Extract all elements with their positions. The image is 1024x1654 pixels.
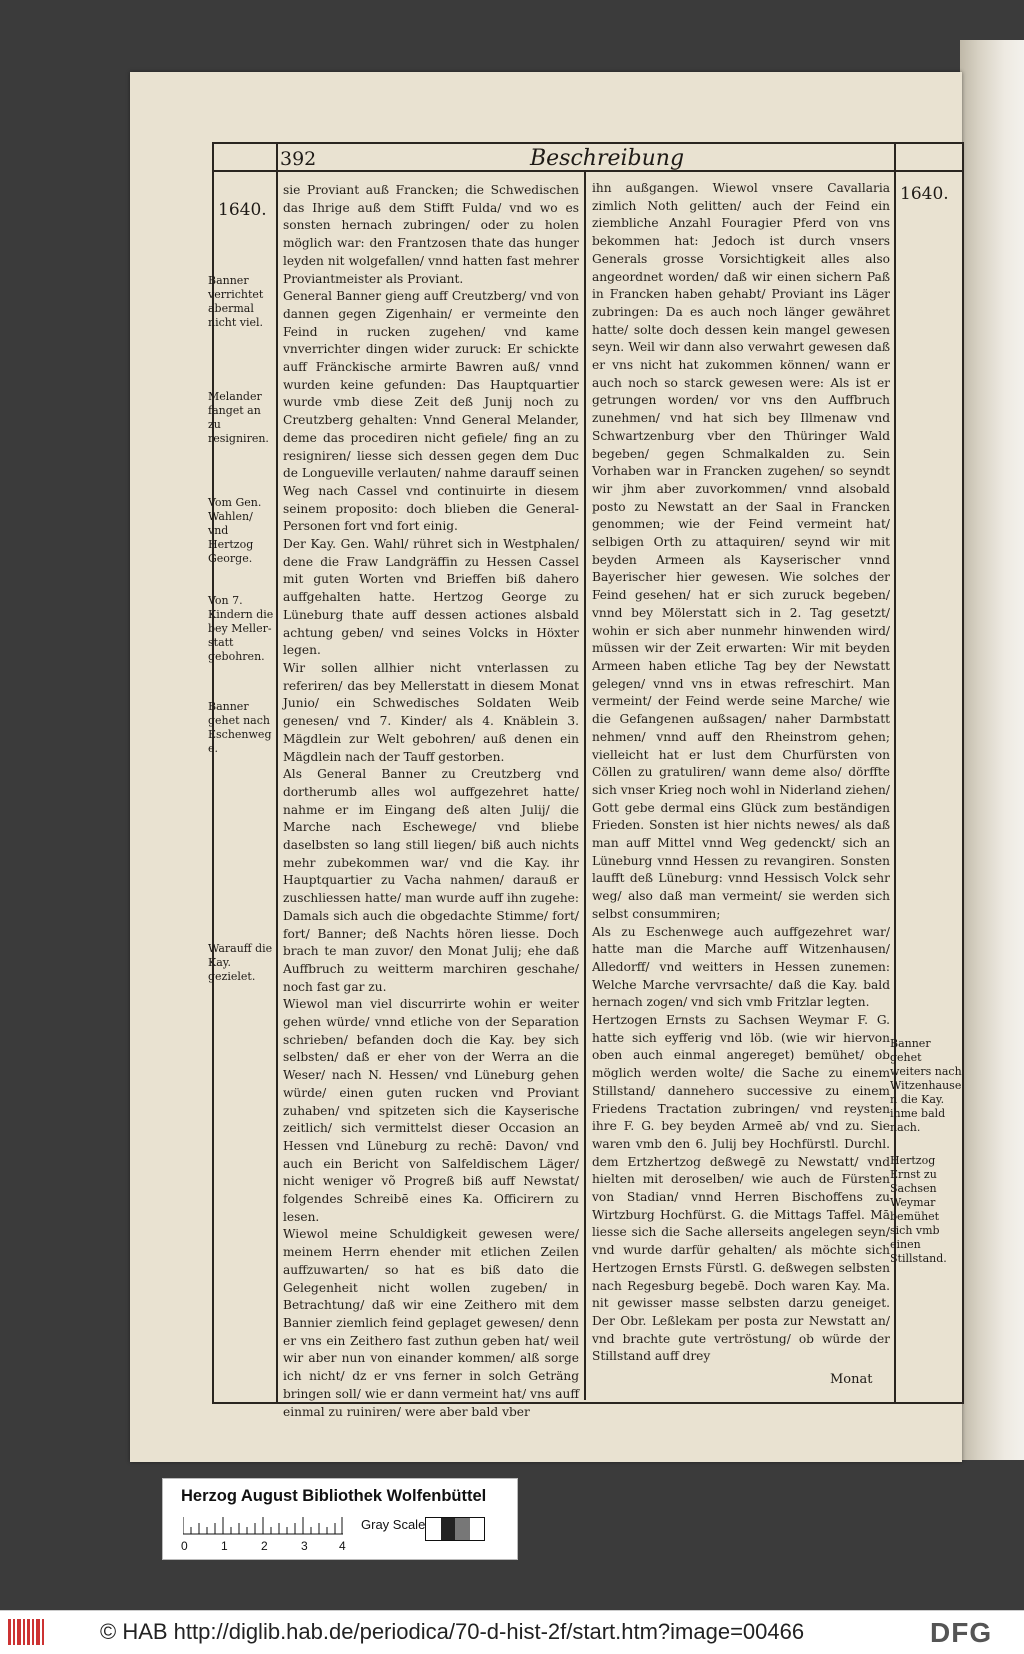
paragraph: Wir sollen allhier nicht vnterlassen zu referiren/ das bey Mellerstatt in diesem Monat Junio/ ein Schwedisches Soldaten Weib genesen/ vnd 7. Kinder/ als 4. Knäblein 3. Mägdlein zur Welt gebohren/ auß denen ein Mägdlein nach der Tauff gestorben.	[283, 660, 579, 764]
year-left: 1640.	[218, 200, 267, 220]
paragraph: Wiewol man viel discurrirte wohin er weiter gehen würde/ vnnd etliche von der Separation schrieben/ befanden doch die Kay. bey sich selbsten/ daß er eher von der Werra an die Weser/ nach N. Hessen/ vnd Lüneburg gehen würde/ einen guten rucken vnd Proviant zuhaben/ vnd spitzeten sich die Kayserische zeitlich/ sich vermittelst dieser Occasion an Hessen vnd Lüneburg zu rechē: Davon/ vnd auch ein Bericht von Salfeldischem Läger/ nicht weniger võ Progreß biß auff Newstat/ folgendes Schreibē eines Ka. Officirern zu lesen.	[283, 997, 579, 1224]
ruler-label: 0	[181, 1539, 188, 1553]
library-name: Herzog August Bibliothek Wolfenbüttel	[181, 1487, 487, 1505]
book-page	[130, 72, 962, 1462]
paragraph: Der Kay. Gen. Wahl/ rühret sich in Westphalen/ dene die Fraw Landgräffin zu Hessen Cassel mit guten Worten vnd Brieffen biß dahero auffgehalten hatte. Hertzog George zu Lüneburg thate auff dessen actiones alsbald achtung geben/ vnd seines Volcks in Höxter legen.	[283, 537, 579, 658]
text-column-left	[283, 182, 579, 1421]
margin-note-left: Vom Gen. Wahlen/ vnd Hertzog George.	[208, 496, 262, 565]
margin-note-left: Banner gehet nach Eschenwege.	[208, 700, 272, 755]
footer-link[interactable]: © HAB http://diglib.hab.de/periodica/70-d-hist-2f/start.htm?image=00466	[100, 1619, 805, 1644]
ruler-label: 1	[221, 1539, 228, 1553]
dfg-logo: DFG	[930, 1617, 993, 1648]
year-right: 1640.	[900, 184, 949, 204]
paragraph: General Banner gieng auff Creutzberg/ vnd von dannen gegen Zigenhain/ er vermeinte den Feind in rucken zugehen/ vnd kame vnverrichter dingen wider zuruck: Er schickte auff Fränckische armirte Bawren auß/ vnnd wurden keine gefunden: Das Hauptquartier wurde vmb diese Zeit deß Junij noch zu Creutzberg gehalten: Vnnd General Melander, deme das procediren nicht gefiele/ fing an zu resigniren/ liesse sich dessen gegen dem Duc de Longueville verlauten/ nahme darauff seinen Weg nach Cassel vnd continuirte in diesem seinem proposito: doch blieben die General-Personen fort vnd fort einig.	[283, 289, 579, 534]
ruler-label: 3	[301, 1539, 308, 1553]
text-column-right	[592, 180, 890, 1366]
paragraph: ihn außgangen. Wiewol vnsere Cavallaria zimlich Noth gelitten/ auch der Feind ein ziembliche Anzahl Fouragier Pferd von vns bekommen hat: Jedoch ist durch vnsers Generals grosse Vorsichtigkeit alles also angeordnet worden/ daß wir einen sichern Paß in Francken haben gehabt/ Proviant ins Läger zubringen: Da es auch noch länger gewähret hatte/ solte doch dessen kein mangel gewesen seyn. Weil wir dann also verwahrt gewesen daß er vns nicht hat zukommen können/ wann er auch noch so starck gewesen were: Als ist er getrungen worden/ vor vns den Auffbruch zunehmen/ vnd hat sich bey Illmenaw vnd Schwartzenburg vber den Thüringer Wald begeben/ gegen Schmalkalden zu. Sein Vorhaben war in Francken zugehen/ so seyndt wir jhm aber zuvorkommen/ vnnd alsobald posto zu Newstatt an der Saal in Francken genommen; wie der Feind vermeint hat/ selbigen Orth zu attaquiren/ seynd wir mit beyden Armeen als Kayserischer vnnd Bayerischer hier gewesen. Wie solches der Feind gesehen/ hat er sich zuruck begeben/ vnnd bey Mölerstatt sich in 2. Tag gesetzt/ wohin er sich aber nunmehr hinwenden wird/ müssen wir der Zeit erwarten: Wir mit beyden Armeen haben etliche Tag bey der Newstatt gelegen/ vnnd vns in etwas refreschirt. Man vermeint/ der Feind werde seine Marche/ wie die Gefangenen außsagen/ naher Darmbstatt nehmen/ vnnd auff den Rheinstrom gehen; vielleicht hat er lust dem Churfürsten von Cöllen zu gratuliren/ wann deme also/ dörffte sich vnser Krieg noch wohl in Niderland ziehen/ Gott gebe dermal eins Glück zum beständigen Frieden. Sonsten ist hier nichts newes/ als daß man auff Mittel vnnd Weg gedenckt/ sich an Lüneburg vnnd Hessen zu revangiren. Sonsten laufft deß Lüneburg: vnnd Hessisch Volck sehr weg/ also daß man vermeint/ sie werden sich selbst consummiren;	[592, 181, 890, 921]
margin-note-right: Banner gehet weiters nach Witzenhausen die Kay. ihme bald nach.	[890, 1037, 962, 1134]
ruler-label: 4	[339, 1539, 346, 1553]
barcode-icon	[8, 1619, 44, 1645]
ruler-label: 2	[261, 1539, 268, 1553]
paragraph: Wiewol meine Schuldigkeit gewesen were/ meinem Herrn ehender mit etlichen Zeilen auffzuwarten/ so hat es biß dato die Gelegenheit nicht wollen zugeben/ in Betrachtung/ daß wir eine Zeithero mit dem Bannier ziemlich feind geplaget gewesen/ denn er vns ein Zeithero fast zuthun geben hat/ weil wir aber nun von einander kommen/ alß sorge ich nicht/ dz er vns ferner in solch Geträng bringen soll/ wie er dann vermeint hat/ vns auff einmal zu ruiniren/ were aber bald vber	[283, 1227, 579, 1419]
paragraph: sie Proviant auß Francken; die Schwedischen das Ihrige auß dem Stifft Fulda/ vnd wo es sonsten hernach zubringen/ oder zu holen möglich war: den Frantzosen thate das hunger leyden nit wolgefallen/ vnnd hatten fast mehrer Proviantmeister als Proviant.	[283, 183, 579, 286]
paragraph: Als General Banner zu Creutzberg vnd dortherumb alles wol auffgezehret hatte/ nahme er im Eingang deß alten Julij/ die Marche nach Eschewege/ vnd bliebe daselbsten so lang still liegen/ biß auch nichts mehr zubekommen war/ vnd die Kay. ihr Hauptquartier zu Vacha nahmen/ darauß er zuschliessen hatte/ man wurde auff ihn zugehe: Damals sich auch die obgedachte Stimme/ fort/ fort/ Banner; deß Nachts hören liesse. Doch brach te man zuvor/ den Monat Julij; ehe daß Auffbruch zu weitterm marchiren geschahe/ noch fast gar zu.	[283, 767, 579, 994]
gray-scale-swatches	[425, 1517, 485, 1541]
reference-card	[162, 1478, 518, 1560]
running-head: Beschreibung	[530, 146, 685, 171]
catchword: Monat	[830, 1372, 873, 1387]
footer-bar	[0, 1610, 1024, 1654]
margin-note-left: Von 7. Kindern die bey Meller-statt gebohren.	[208, 594, 274, 663]
facing-page-edge	[960, 40, 1024, 1460]
margin-note-left: Melander fanget an zu resigniren.	[208, 390, 269, 445]
column-rule	[584, 172, 586, 1400]
paragraph: Hertzogen Ernsts zu Sachsen Weymar F. G. hatte sich eyfferig vnd löb. (wie wir hiervon oben auch einmal angereget) bemühet/ ob möglich werden wolte/ die Sache zu einem Stillstand/ dannehero successive zu einem Friedens Tractation zubringen/ vnd reysten ihre F. G. bey beyden Armeē ab/ vnd zu. Sie waren vmb den 6. Julij bey Hochfürstl. Durchl. dem Ertzhertzog deßwegē zu Newstatt/ vnd hielten mit deroselben/ wie auch de Fürsten von Stadian/ vnnd Herren Bischoffens zu Wirtzburg Hochfürst. G. die Mittags Taffel. Mā liesse sich die Sache allerseits angelegen seyn/ vnd wurde darfür gehalten/ als möchte sich Hertzogen Ernsts Fürstl. G. deßwegen selbsten nach Regesburg begebē. Doch waren Kay. Ma. nit gewisser masse selbsten darzu geneiget. Der Obr. Leßlekam per posta zur Newstatt an/ vnd brachte gute vertröstung/ ob würde der Stillstand auff drey	[592, 1013, 890, 1364]
margin-note-left: Banner verrichtet abermal nicht viel.	[208, 274, 264, 329]
gray-scale-label: Gray Scale	[361, 1517, 426, 1532]
page-number: 392	[280, 148, 317, 170]
paragraph: Als zu Eschenwege auch auffgezehret war/ hatte man die Marche auff Witzenhausen/ Alledorff/ vnd weitters in Hessen zunemen: Welche Marche vervrsachte/ daß die Kay. bald hernach zogen/ vnd sich vmb Fritzlar legten.	[592, 924, 890, 1010]
ruler-scale	[183, 1517, 343, 1535]
left-margin-rule	[276, 142, 278, 1402]
margin-note-right: Hertzog Ernst zu Sachsen Weymar bemühet sich vmb einen Stillstand.	[890, 1154, 947, 1265]
margin-note-left: Warauff die Kay. gezielet.	[208, 942, 273, 983]
